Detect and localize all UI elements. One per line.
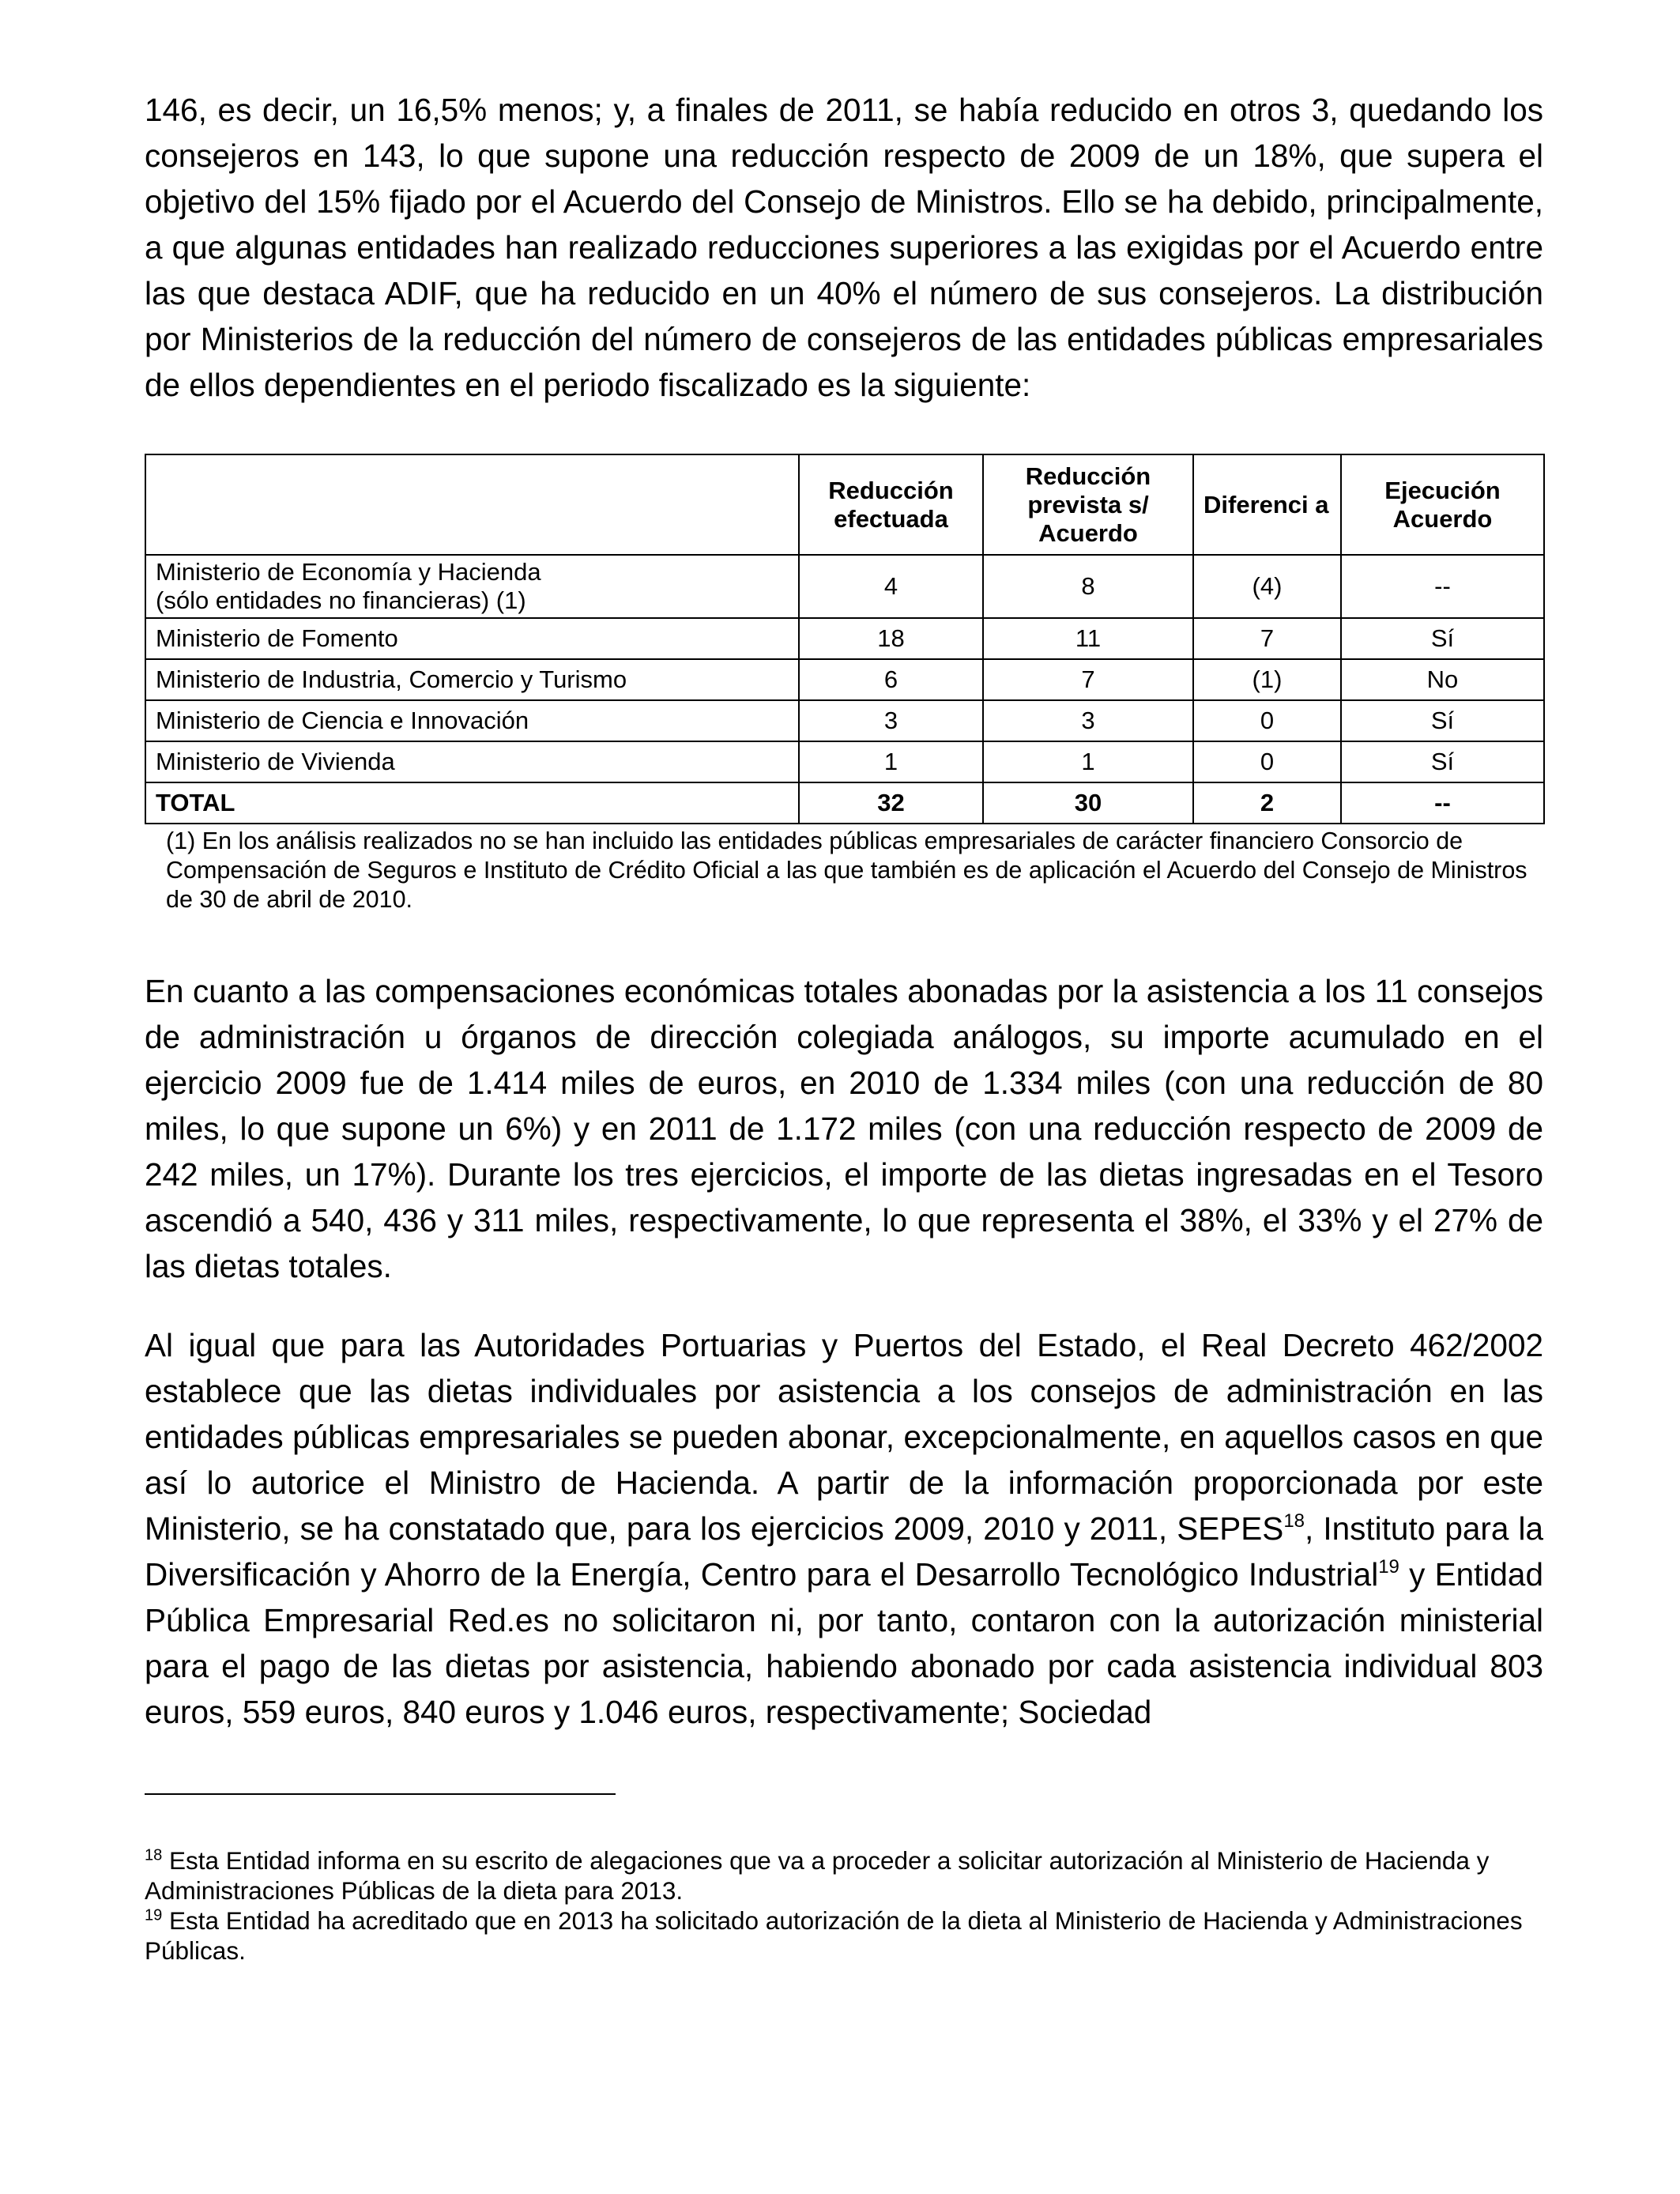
cell-reduccion-efectuada: 3 <box>799 700 983 741</box>
total-label: TOTAL <box>145 782 799 824</box>
header-reduccion-efectuada: Reducción efectuada <box>799 454 983 555</box>
reduction-table <box>145 454 1545 824</box>
table-total-row <box>145 782 1544 824</box>
cell-diferencia: (4) <box>1193 555 1341 618</box>
table-row <box>145 618 1544 659</box>
cell-diferencia: 7 <box>1193 618 1341 659</box>
cell-reduccion-prevista: 11 <box>983 618 1193 659</box>
total-reduccion-prevista: 30 <box>983 782 1193 824</box>
row-label: Ministerio de Vivienda <box>145 741 799 782</box>
total-ejecucion: -- <box>1341 782 1544 824</box>
total-diferencia: 2 <box>1193 782 1341 824</box>
row-label: Ministerio de Ciencia e Innovación <box>145 700 799 741</box>
cell-ejecucion: Sí <box>1341 741 1544 782</box>
cell-diferencia: 0 <box>1193 741 1341 782</box>
paragraph-1: 146, es decir, un 16,5% menos; y, a finales de 2011, se había reducido en otros 3, quedando los consejeros en 143, lo que supone una reducción respecto de 2009 de un 18%, que supera el objetivo del 15% fijado por el Acuerdo del Consejo de Ministros. Ello se ha debido, principalmente, a que algunas entidades han realizado reducciones superiores a las exigidas por el Acuerdo entre las que destaca ADIF, que ha reducido en un 40% el número de sus consejeros. La distribución por Ministerios de la reducción del número de consejeros de las entidades públicas empresariales de ellos dependientes en el periodo fiscalizado es la siguiente: <box>145 92 1543 403</box>
cell-ejecucion: Sí <box>1341 700 1544 741</box>
cell-reduccion-efectuada: 18 <box>799 618 983 659</box>
cell-ejecucion: No <box>1341 659 1544 700</box>
header-diferencia: Diferenci a <box>1193 454 1341 555</box>
header-ejecucion: Ejecución Acuerdo <box>1341 454 1544 555</box>
footnote-ref-19: 19 <box>1378 1555 1399 1578</box>
header-ministry <box>145 454 799 555</box>
cell-reduccion-prevista: 3 <box>983 700 1193 741</box>
table-note: (1) En los análisis realizados no se han incluido las entidades públicas empresariales de carácter financiero Consorcio de Compensación de Seguros e Instituto de Crédito Oficial a las que también es de aplicación el Acuerdo del Consejo de Ministros de 30 de abril de 2010. <box>166 827 1527 913</box>
table-row <box>145 555 1544 618</box>
footnote-separator <box>145 1793 616 1795</box>
total-reduccion-efectuada: 32 <box>799 782 983 824</box>
header-reduccion-prevista: Reducción prevista s/ Acuerdo <box>983 454 1193 555</box>
row-label: Ministerio de Economía y Hacienda (sólo entidades no financieras) (1) <box>145 555 799 618</box>
footnote-18: $^{18}$ Esta Entidad informa en su escrito de alegaciones que va a proceder a solicitar autorización al Ministerio de Hacienda y Administraciones Públicas de la dieta para 2013. <box>145 1846 1490 1905</box>
footnote-ref-18: 18 <box>1283 1510 1305 1532</box>
document-page <box>145 87 1543 1966</box>
footnote-19: $^{19}$ Esta Entidad ha acreditado que en 2013 ha solicitado autorización de la dieta al Ministerio de Hacienda y Administraciones Públicas. <box>145 1906 1523 1965</box>
row-label: Ministerio de Fomento <box>145 618 799 659</box>
row-label: Ministerio de Industria, Comercio y Turismo <box>145 659 799 700</box>
paragraph-2: En cuanto a las compensaciones económicas totales abonadas por la asistencia a los 11 consejos de administración u órganos de dirección colegiada análogos, su importe acumulado en el ejercicio 2009 fue de 1.414 miles de euros, en 2010 de 1.334 miles (con una reducción de 80 miles, lo que supone un 6%) y en 2011 de 1.172 miles (con una reducción respecto de 2009 de 242 miles, un 17%). Durante los tres ejercicios, el importe de las dietas ingresadas en el Tesoro ascendió a 540, 436 y 311 miles, respectivamente, lo que representa el 38%, el 33% y el 27% de las dietas totales. <box>145 973 1543 1284</box>
cell-reduccion-efectuada: 1 <box>799 741 983 782</box>
table-header-row <box>145 454 1544 555</box>
cell-ejecucion: Sí <box>1341 618 1544 659</box>
table-row <box>145 659 1544 700</box>
cell-diferencia: (1) <box>1193 659 1341 700</box>
cell-diferencia: 0 <box>1193 700 1341 741</box>
cell-reduccion-prevista: 7 <box>983 659 1193 700</box>
cell-reduccion-prevista: 8 <box>983 555 1193 618</box>
cell-reduccion-efectuada: 6 <box>799 659 983 700</box>
table-row <box>145 741 1544 782</box>
paragraph-3: Al igual que para las Autoridades Portuarias y Puertos del Estado, el Real Decreto 462/2002 establece que las dietas individuales por asistencia a los consejos de administración en las entidades públicas empresariales se pueden abonar, excepcionalmente, en aquellos casos en que así lo autorice el Ministro de Hacienda. A partir de la información proporcionada por este Ministerio, se ha constatado que, para los ejercicios 2009, 2010 y 2011, SEPES$^{18}$, Instituto para la Diversificación y Ahorro de la Energía, Centro para el Desarrollo Tecnológico Industrial$^{19}$ y Entidad Pública Empresarial Red.es no solicitaron ni, por tanto, contaron con la autorización ministerial para el pago de las dietas por asistencia, habiendo abonado por cada asistencia individual 803 euros, 559 euros, 840 euros y 1.046 euros, respectivamente; Sociedad <box>145 1327 1544 1730</box>
cell-ejecucion: -- <box>1341 555 1544 618</box>
cell-reduccion-efectuada: 4 <box>799 555 983 618</box>
table-row <box>145 700 1544 741</box>
cell-reduccion-prevista: 1 <box>983 741 1193 782</box>
